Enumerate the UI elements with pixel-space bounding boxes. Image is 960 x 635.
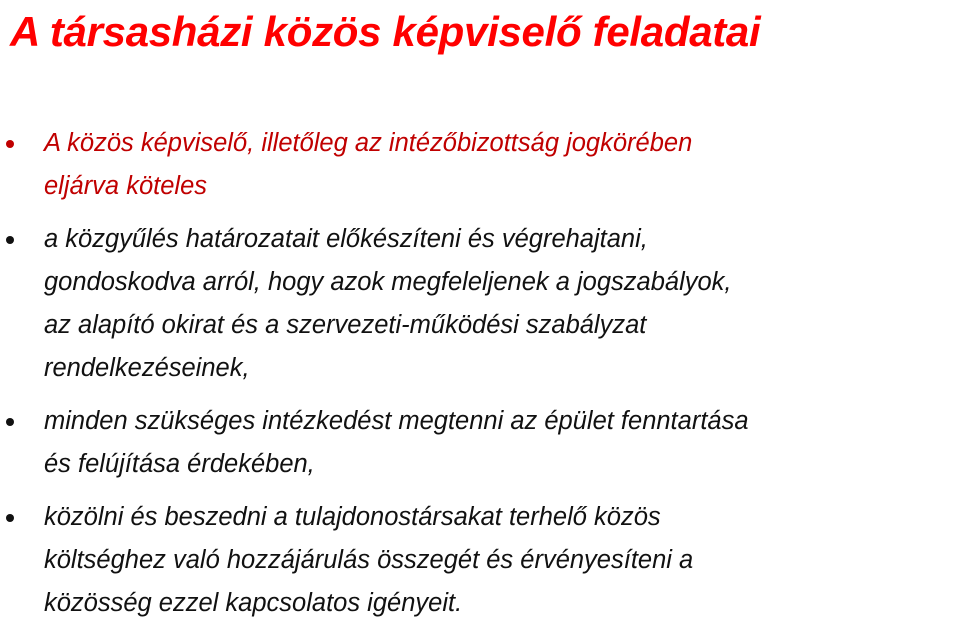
bullet-item-costs bbox=[0, 496, 960, 625]
bullet-line: közölni és beszedni a tulajdonostársakat terhelő közös bbox=[44, 503, 661, 531]
bullet-list bbox=[0, 122, 960, 635]
bullet-line: költséghez való hozzájárulás összegét és érvényesíteni a bbox=[44, 546, 694, 574]
bullet-line: eljárva köteles bbox=[44, 172, 207, 200]
bullet-dot-icon bbox=[6, 418, 14, 426]
bullet-dot-icon bbox=[6, 236, 14, 244]
bullet-dot-icon bbox=[6, 514, 14, 522]
bullet-line: közösség ezzel kapcsolatos igényeit. bbox=[44, 589, 463, 617]
bullet-line: gondoskodva arról, hogy azok megfeleljenek a jogszabályok, bbox=[44, 268, 732, 296]
bullet-line: az alapító okirat és a szervezeti-működési szabályzat bbox=[44, 311, 647, 339]
bullet-item-intro bbox=[0, 122, 960, 208]
bullet-line: és felújítása érdekében, bbox=[44, 450, 315, 478]
bullet-line: rendelkezéseinek, bbox=[44, 354, 250, 382]
bullet-dot-icon bbox=[6, 140, 14, 148]
slide-title: A társasházi közös képviselő feladatai bbox=[10, 8, 761, 55]
bullet-item-resolutions bbox=[0, 218, 960, 390]
bullet-line: minden szükséges intézkedést megtenni az épület fenntartása bbox=[44, 407, 749, 435]
bullet-line: a közgyűlés határozatait előkészíteni és végrehajtani, bbox=[44, 225, 648, 253]
bullet-line: A közös képviselő, illetőleg az intézőbizottság jogkörében bbox=[44, 129, 693, 157]
bullet-item-maintenance bbox=[0, 400, 960, 486]
